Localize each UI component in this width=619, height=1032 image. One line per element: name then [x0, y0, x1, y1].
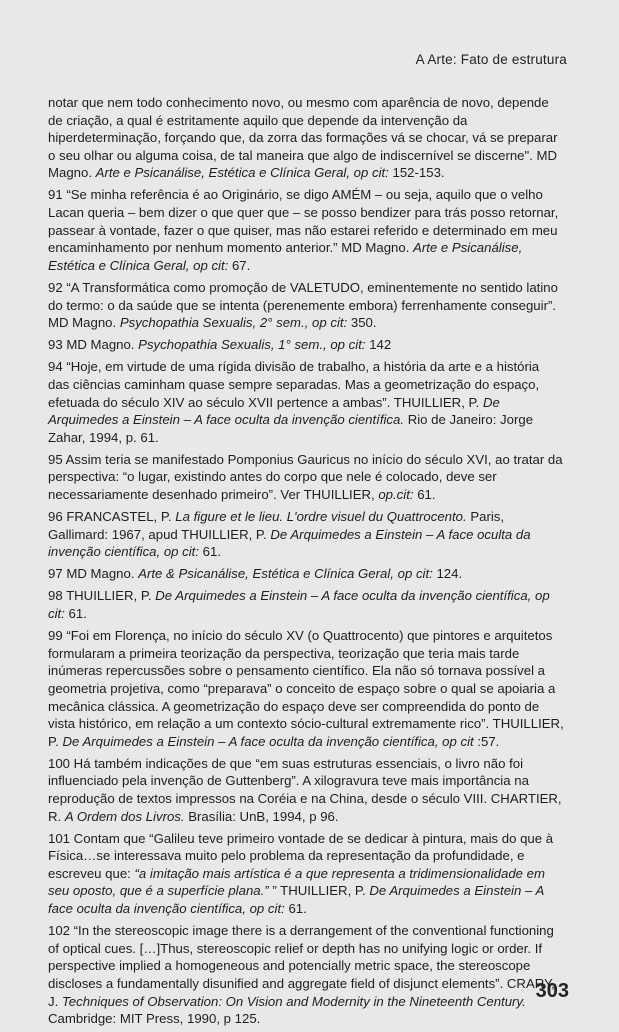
footnote: [48, 922, 564, 1028]
footnote-text: 99 “Foi em Florença, no início do século XV (o Quattrocento) que pintores e arquitetos formularam a primeira teorização da perspectiva, teorização que teria mais tarde inúmeras repercussões sobre o pensamento científico. Ela não só tornava possível a geometria projetiva, como “preparava” o conceito de espaço sobre o qual se apoiaria a mecânica clássica. A geometrização do espaço deve ser compreendida do ponto de vista histórico, em relação a um contexto sócio-cultural extremamente rico”. THUILLIER, P.: [48, 628, 564, 749]
page-number: 303: [535, 980, 569, 1002]
footnote-text: 61.: [413, 486, 436, 502]
footnote-text: 61.: [199, 544, 222, 560]
footnote: [48, 186, 564, 274]
footnote-text: Paris, Gallimard: 1967, apud THUILLIER, P.: [48, 509, 505, 542]
footnote-text: 93 MD Magno.: [48, 337, 139, 353]
footnote: [48, 451, 564, 504]
footnote-text: 67.: [228, 257, 251, 273]
footnote-citation-title: Techniques of Observation: On Vision and Modernity in the Nineteenth Century.: [61, 993, 526, 1009]
footnote-citation-title: De Arquimedes a Einstein – A face oculta da invenção científica, op cit:: [48, 588, 550, 622]
footnote-text: Rio de Janeiro: Jorge Zahar, 1994, p. 61.: [48, 412, 534, 445]
footnote: [48, 94, 564, 182]
footnote-text: notar que nem todo conhecimento novo, ou mesmo com aparência de novo, depende de criação, a qual é estritamente aquilo que depende da intervenção da hiperdeterminação, forçando que, da zorra das formações vá se chocar, vá se preparar o seu olhar ou alguma coisa, de tal maneira que algo de indiscernível se discerne". MD Magno.: [48, 95, 558, 181]
footnote-citation-title: Psychopathia Sexualis, 2° sem., op cit:: [119, 315, 348, 331]
footnote: [48, 336, 564, 354]
footnote-citation-title: Arte e Psicanálise, Estética e Clínica Geral, op cit:: [48, 240, 523, 273]
footnotes: [48, 94, 564, 1032]
footnote: [48, 587, 564, 622]
footnote-citation-title: op.cit:: [378, 486, 414, 502]
footnote-citation-title: De Arquimedes a Einstein – A face oculta da invenção científica, op cit: [62, 733, 474, 749]
footnote-text: 124.: [432, 566, 463, 582]
footnote-text: 142: [365, 337, 392, 353]
footnote-text: 98 THUILLIER, P.: [48, 588, 156, 604]
footnote-text: :57.: [473, 733, 500, 749]
footnote-citation-title: Arte & Psicanálise, Estética e Clínica Geral, op cit:: [138, 566, 433, 582]
footnote-citation-title: “a imitação mais artística é a que representa a tridimensionalidade em seu oposto, que é a superfície plana.”: [48, 865, 545, 899]
footnote-citation-title: Psychopathia Sexualis, 1° sem., op cit:: [138, 337, 366, 353]
footnote: [48, 565, 564, 583]
footnote-text: 102 “In the stereoscopic image there is a derrangement of the conventional functioning of optical cues. […]Thus, stereoscopic relief or depth has no unifying logic or order. If perspective implied a homogeneous and potencially metric space, the stereoscope discloses a fundamentally disunified and aggregate field of disjunct elements”. CRARY, J.: [48, 923, 555, 1009]
footnote-text: 101 Contam que “Galileu teve primeiro vontade de se dedicar à pintura, mais do que à Física…se interessava muito pelo problema da representação da profundidade, e escreveu que:: [48, 830, 554, 881]
footnote-text: Cambridge: MIT Press, 1990, p 125.: [48, 1011, 261, 1027]
footnote: [48, 508, 564, 561]
footnote-text: 152-153.: [388, 165, 445, 181]
footnote-citation-title: La figure et le lieu. L'ordre visuel du Quattrocento.: [175, 509, 467, 525]
footnote-text: Brasília: UnB, 1994, p 96.: [184, 808, 339, 824]
footnote-text: ” THUILLIER, P.: [268, 883, 370, 899]
running-header: A Arte: Fato de estrutura: [415, 52, 567, 67]
footnote-text: 95 Assim teria se manifestado Pomponius Gauricus no início do século XVI, ao tratar da perspectiva: “o lugar, existindo antes do corpo que nele é colocado, deve ser necessariamente desenhado primeiro”. Ver THUILLIER,: [48, 451, 563, 502]
footnote-citation-title: De Arquimedes a Einstein – A face oculta da invenção científica, op cit:: [48, 526, 531, 560]
footnote-citation-title: Arte e Psicanálise, Estética e Clínica Geral, op cit:: [95, 165, 389, 181]
footnote-text: 91 “Se minha referência é ao Originário, se digo AMÉM – ou seja, aquilo que o velho Lacan queria – bem dizer o que quer que – se posso bendizer para trás posso retornar, passear à vontade, fazer o que quiser, mas não estarei referido e determinado em meu encaminhamento por nenhum momento anterior.” MD Magno.: [48, 187, 559, 256]
footnote-citation-title: De Arquimedes a Einstein – A face oculta da invenção científica.: [48, 394, 500, 428]
footnote-text: 94 “Hoje, em virtude de uma rígida divisão de trabalho, a história da arte e a história das ciências caminham quase sempre separadas. Mas a geometrização do espaço, efetuada do século XIV ao século XVII pertence a ambas”. THUILLIER, P.: [48, 359, 540, 410]
footnote: [48, 755, 564, 825]
footnote-text: 92 “A Transformática como promoção de VALETUDO, eminentemente no sentido latino do termo: o da saúde que se intenta (perenemente embora) ferrenhamente conseguir”. MD Magno.: [48, 279, 558, 331]
footnote-citation-title: A Ordem dos Livros.: [64, 808, 185, 824]
footnote-text: 61.: [64, 606, 87, 622]
footnote: [48, 358, 564, 446]
footnote: [48, 279, 564, 332]
footnote: [48, 627, 564, 750]
footnote-text: 350.: [347, 315, 377, 331]
footnote-text: 61.: [284, 901, 307, 917]
footnote-text: 100 Há também indicações de que “em suas estruturas essenciais, o livro não foi influenciado pela invenção de Guttenberg”. A xilogravura teve mais importância na reprodução de textos impressos na Coréia e na China, desde o século VIII. CHARTIER, R.: [48, 755, 562, 824]
footnote-citation-title: De Arquimedes a Einstein – A face oculta da invenção científica, op cit:: [48, 883, 544, 917]
footnote: [48, 830, 564, 918]
footnote-text: 97 MD Magno.: [48, 566, 139, 582]
footnote-text: 96 FRANCASTEL, P.: [48, 509, 176, 525]
